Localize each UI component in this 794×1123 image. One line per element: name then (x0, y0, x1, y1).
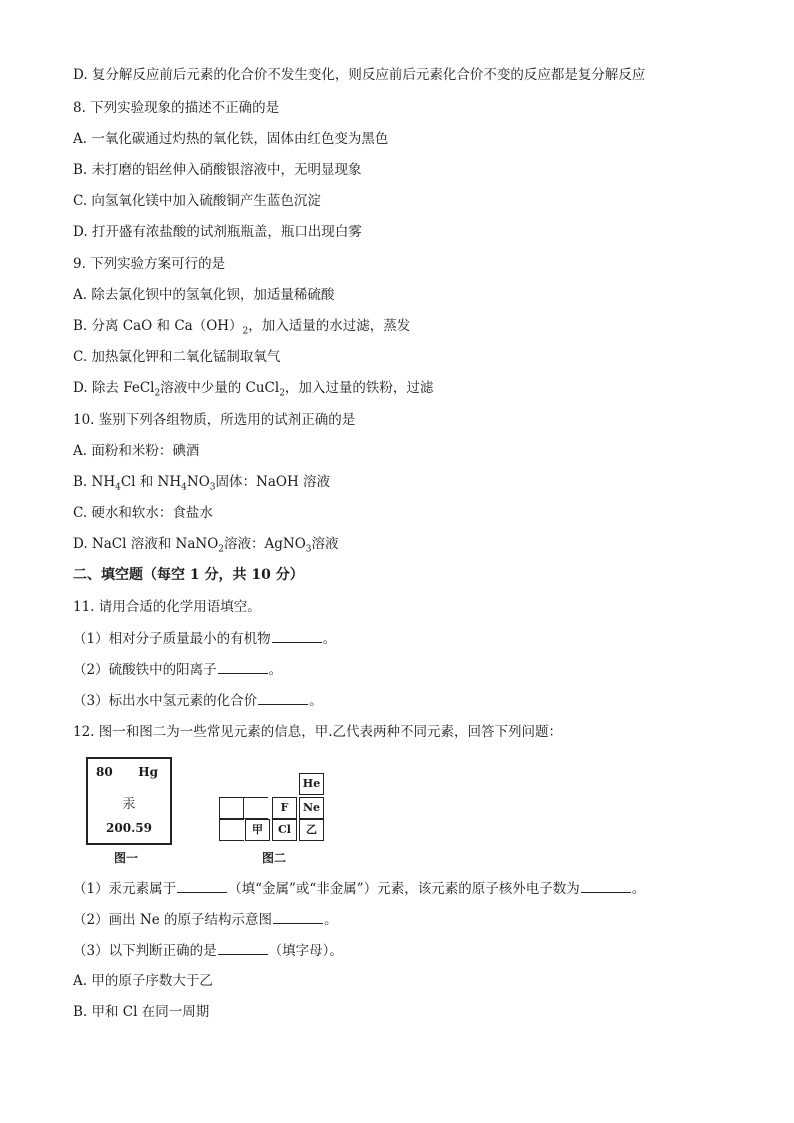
atomic-mass: 200.59 (106, 821, 152, 835)
option-d-line: D. 复分解反应前后元素的化合价不发生变化，则反应前后元素化合价不变的反应都是复分解反应 (73, 67, 646, 83)
question-12-part-1: （1）汞元素属于 （填“金属”或“非金属”）元素，该元素的原子核外电子数为 。 (73, 881, 646, 897)
cell-yi: 乙 (299, 819, 324, 841)
answer-blank[interactable] (258, 691, 308, 705)
section-2-heading: 二、填空题（每空 1 分，共 10 分） (73, 567, 304, 583)
answer-blank[interactable] (273, 910, 323, 924)
element-symbol: Hg (138, 765, 158, 779)
question-8-option-d: D. 打开盛有浓盐酸的试剂瓶瓶盖，瓶口出现白雾 (73, 224, 362, 240)
question-12-option-a: A. 甲的原子序数大于乙 (73, 973, 213, 989)
question-10-option-c: C. 硬水和软水：食盐水 (73, 505, 213, 521)
question-8-option-c: C. 向氢氧化镁中加入硫酸铜产生蓝色沉淀 (73, 193, 321, 209)
question-10-option-b: B. $NH_4Cl$ 和 $NH_4NO_3$固体：NaOH 溶液 (73, 474, 331, 493)
question-12: 12. 图一和图二为一些常见元素的信息，甲.乙代表两种不同元素，回答下列问题： (73, 724, 563, 740)
question-9-option-c: C. 加热氯化钾和二氧化锰制取氧气 (73, 349, 281, 365)
question-12-option-b: B. 甲和 Cl 在同一周期 (73, 1004, 210, 1020)
answer-blank[interactable] (581, 879, 631, 893)
cell-empty (243, 797, 268, 819)
cell-jia: 甲 (245, 819, 270, 841)
question-11-part-1: （1）相对分子质量最小的有机物 。 (73, 631, 337, 647)
element-card-mercury (86, 757, 172, 845)
question-9-option-b: B. 分离 CaO 和 $Ca(OH)_2$，加入适量的水过滤，蒸发 (73, 318, 411, 337)
question-11-part-3: （3）标出水中氢元素的化合价 。 (73, 693, 323, 709)
cell-ne: Ne (299, 797, 324, 819)
cell-empty (219, 797, 244, 819)
cell-f: F (272, 797, 297, 819)
figure-1-caption: 图一 (114, 851, 139, 865)
question-10-option-d: D. NaCl 溶液和 NaNO$_2$溶液：AgNO$_3$溶液 (73, 536, 339, 555)
question-11: 11. 请用合适的化学用语填空。 (73, 599, 261, 615)
answer-blank[interactable] (218, 941, 268, 955)
question-10: 10. 鉴别下列各组物质，所选用的试剂正确的是 (73, 412, 356, 428)
cell-cl: Cl (272, 819, 297, 841)
question-9-option-a: A. 除去氯化钡中的氢氧化钡，加适量稀硫酸 (73, 287, 335, 303)
question-9: 9. 下列实验方案可行的是 (73, 256, 226, 272)
answer-blank[interactable] (177, 879, 227, 893)
question-8: 8. 下列实验现象的描述不正确的是 (73, 100, 280, 116)
question-8-option-b: B. 未打磨的铝丝伸入硝酸银溶液中，无明显现象 (73, 162, 362, 178)
answer-blank[interactable] (272, 629, 322, 643)
question-10-option-a: A. 面粉和米粉：碘酒 (73, 443, 200, 459)
question-12-part-2: （2）画出 Ne 的原子结构示意图 。 (73, 912, 338, 928)
answer-blank[interactable] (218, 660, 268, 674)
cell-empty (219, 819, 244, 841)
figure-2-caption: 图二 (262, 851, 287, 865)
atomic-number: 80 (96, 765, 113, 779)
question-11-part-2: （2）硫酸铁中的阳离子 。 (73, 662, 283, 678)
question-9-option-d: D. 除去 FeCl$_2$溶液中少量的 CuCl$_2$，加入过量的铁粉，过滤 (73, 380, 434, 399)
cell-he: He (299, 773, 324, 795)
question-12-part-3: （3）以下判断正确的是 （填字母）。 (73, 943, 343, 959)
element-name: 汞 (122, 797, 136, 812)
question-8-option-a: A. 一氧化碳通过灼热的氧化铁，固体由红色变为黑色 (73, 131, 389, 147)
